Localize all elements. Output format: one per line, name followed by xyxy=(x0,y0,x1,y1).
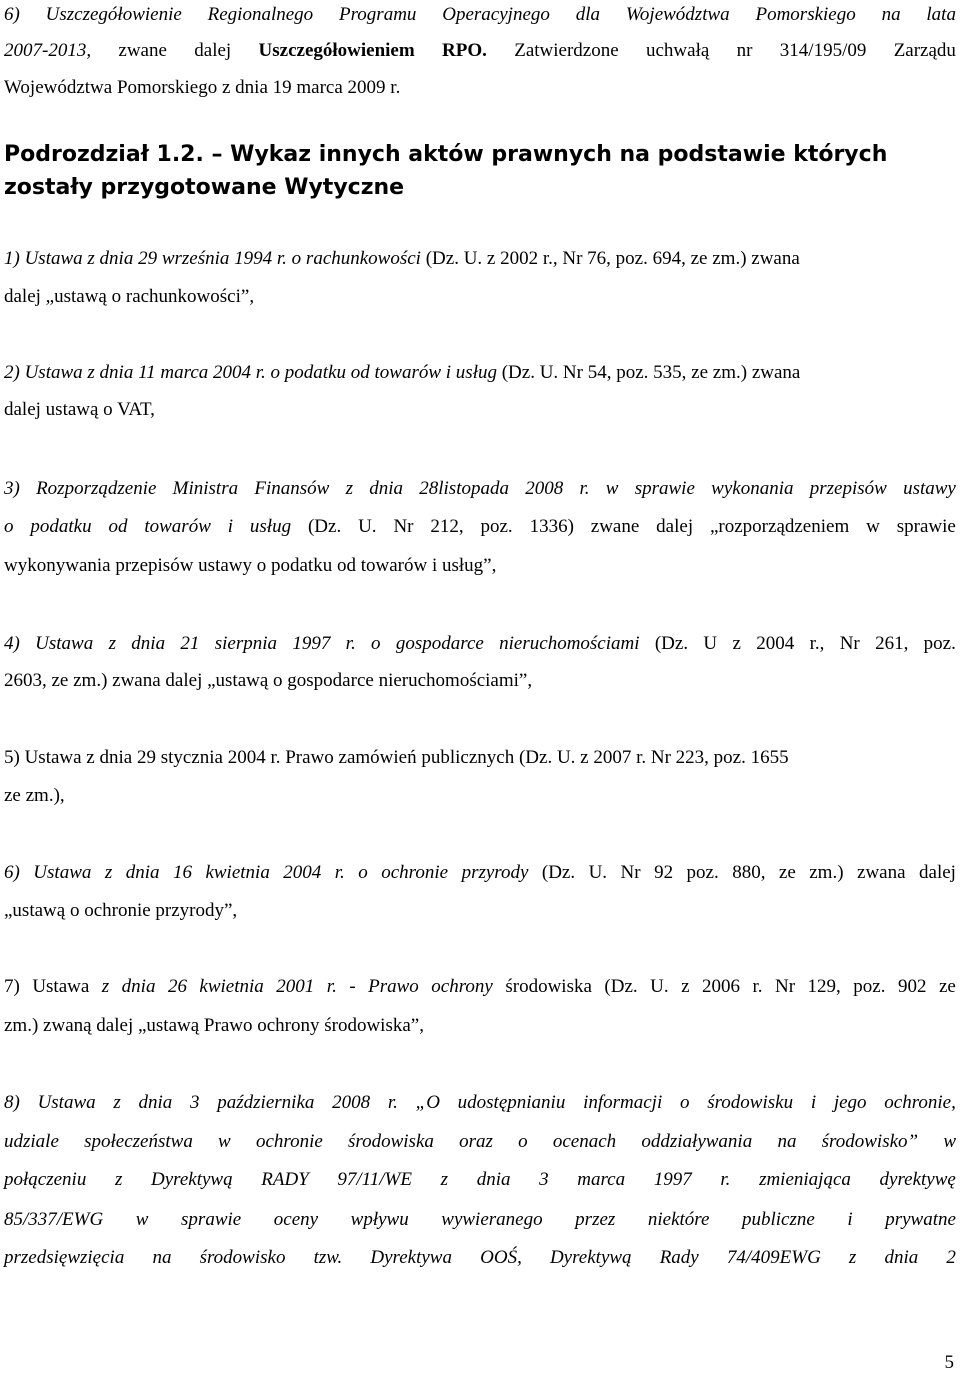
word: od xyxy=(108,516,128,537)
word: r. xyxy=(345,633,356,654)
word: udostępnianiu xyxy=(457,1092,566,1113)
word: dalej xyxy=(656,516,694,537)
list-item-3-line-1 xyxy=(4,478,956,500)
word: r. xyxy=(579,478,590,499)
word: z xyxy=(113,1092,121,1113)
word: wykonania xyxy=(711,478,794,499)
word: informacji xyxy=(583,1092,663,1113)
word: kwietnia xyxy=(205,862,270,883)
word: oceny xyxy=(273,1209,319,1230)
word: z xyxy=(108,633,116,654)
word: 2 xyxy=(946,1247,956,1268)
word: 16 xyxy=(172,862,192,883)
word: z xyxy=(104,862,113,883)
list-item-5-line-1: 5) Ustawa z dnia 29 stycznia 2004 r. Prawo zamówień publicznych (Dz. U. z 2007 r. Nr 223, poz. 1655 xyxy=(4,747,789,768)
word: 3) xyxy=(4,478,20,499)
word: i xyxy=(227,516,234,537)
word: Ustawa xyxy=(35,633,94,654)
word: na xyxy=(777,1131,797,1152)
word: ocenach xyxy=(552,1131,617,1152)
list-item-8-line-1 xyxy=(4,1092,956,1114)
word: 880, xyxy=(732,862,766,883)
word: Nr xyxy=(839,633,860,654)
word: dnia xyxy=(121,976,156,997)
word: o xyxy=(679,1092,690,1113)
word: lata xyxy=(926,4,956,25)
section-heading xyxy=(4,140,887,170)
word: dyrektywę xyxy=(879,1169,956,1190)
word: U. xyxy=(358,516,377,537)
word: wpływu xyxy=(350,1209,409,1230)
word: ochronie xyxy=(255,1131,323,1152)
word: „O xyxy=(415,1092,440,1113)
word: dnia xyxy=(125,862,160,883)
word: ze xyxy=(938,976,956,997)
word: 92 xyxy=(654,862,674,883)
word: 2004 xyxy=(756,633,795,654)
word: sierpnia xyxy=(214,633,278,654)
word: z xyxy=(681,976,690,997)
word: Nr xyxy=(775,976,796,997)
word: (Dz. xyxy=(307,516,342,537)
word: podatku xyxy=(30,516,92,537)
list-item-2-italic: 2) Ustawa z dnia 11 marca 2004 r. o podatku od towarów i usług xyxy=(4,362,497,383)
word: o xyxy=(358,862,368,883)
word: dalej xyxy=(919,862,956,883)
word: 6) xyxy=(4,862,20,883)
list-item-1-italic: 1) Ustawa z dnia 29 września 1994 r. o rachunkowości xyxy=(4,248,421,269)
word: jego xyxy=(833,1092,867,1113)
word: (Dz. xyxy=(541,862,576,883)
word: przedsięwzięcia xyxy=(4,1247,125,1268)
list-item-4-line-2: 2603, ze zm.) zwana dalej „ustawą o gospodarce nieruchomościami”, xyxy=(4,670,533,691)
word: r. xyxy=(326,976,337,997)
word: przepisów xyxy=(809,478,887,499)
word: z xyxy=(114,1169,123,1190)
word: U. xyxy=(650,976,669,997)
word: Dyrektywa xyxy=(370,1247,452,1268)
word: 4) xyxy=(4,633,20,654)
word: gospodarce xyxy=(395,633,484,654)
word: oddziaływania xyxy=(641,1131,753,1152)
list-item-1-plain: (Dz. U. z 2002 r., Nr 76, poz. 694, ze zm.) zwana xyxy=(425,248,800,269)
word: Dyrektywą xyxy=(151,1169,233,1190)
list-item-6-line-2: „ustawą o ochronie przyrody”, xyxy=(4,900,238,921)
word: 261, xyxy=(875,633,909,654)
word: w xyxy=(866,516,880,537)
word: 2008 xyxy=(525,478,564,499)
word: 314/195/09 xyxy=(779,40,867,61)
word: zwane xyxy=(590,516,640,537)
word: oraz xyxy=(459,1131,493,1152)
word: 6) xyxy=(4,4,20,25)
word: zwane xyxy=(118,40,167,61)
word: Ustawa xyxy=(32,976,90,997)
word: 28listopada xyxy=(419,478,509,499)
word: na xyxy=(881,4,901,25)
word: 85/337/EWG xyxy=(4,1209,104,1230)
word: 902 xyxy=(897,976,927,997)
word: Nr xyxy=(620,862,641,883)
word: o xyxy=(4,516,14,537)
word: 129, xyxy=(807,976,841,997)
word: OOŚ, xyxy=(480,1247,522,1268)
word: sprawie xyxy=(634,478,695,499)
word: października xyxy=(217,1092,315,1113)
list-item-5-line-2: ze zm.), xyxy=(4,785,65,806)
word: połączeniu xyxy=(4,1169,87,1190)
word: poz. xyxy=(923,633,956,654)
word: 2004 xyxy=(283,862,322,883)
word: 2007-2013, xyxy=(4,40,92,61)
section-heading-prefix: Podrozdział 1.2. xyxy=(4,142,204,167)
word: r. xyxy=(387,1092,398,1113)
word: marca xyxy=(577,1169,626,1190)
word: na xyxy=(152,1247,172,1268)
word: Uszczegółowieniem xyxy=(258,40,415,61)
word: w xyxy=(943,1131,956,1152)
word: w xyxy=(135,1209,149,1230)
word: o xyxy=(371,633,381,654)
section-heading-line-2: zostały przygotowane Wytyczne xyxy=(4,175,405,200)
intro-line-2 xyxy=(4,40,956,62)
word: 3 xyxy=(190,1092,200,1113)
word: 2001 xyxy=(276,976,315,997)
word: kwietnia xyxy=(199,976,264,997)
word: 8) xyxy=(4,1092,20,1113)
list-item-2-plain: (Dz. U. Nr 54, poz. 535, ze zm.) zwana xyxy=(501,362,801,383)
word: - xyxy=(349,976,356,997)
word: ochronie xyxy=(381,862,449,883)
word: RPO. xyxy=(442,40,487,61)
word: nieruchomościami xyxy=(499,633,640,654)
word: Ustawa xyxy=(33,862,92,883)
word: towarów xyxy=(144,516,211,537)
word: Finansów xyxy=(254,478,330,499)
word: r. xyxy=(752,976,763,997)
word: U. xyxy=(588,862,608,883)
word: z xyxy=(732,633,741,654)
word: 97/11/WE xyxy=(337,1169,412,1190)
word: poz. xyxy=(480,516,513,537)
word: usług xyxy=(249,516,292,537)
word: uchwałą xyxy=(646,40,710,61)
word: Uszczegółowienie xyxy=(45,4,182,25)
list-item-6-line-1 xyxy=(4,862,956,884)
word: zwana xyxy=(857,862,906,883)
word: Regionalnego xyxy=(207,4,314,25)
word: w xyxy=(218,1131,231,1152)
word: dnia xyxy=(138,1092,173,1113)
word: 74/409EWG xyxy=(726,1247,821,1268)
word: dnia xyxy=(884,1247,919,1268)
word: RADY xyxy=(261,1169,309,1190)
word: 7) xyxy=(4,976,20,997)
word: środowisku xyxy=(707,1092,794,1113)
list-item-8-line-3 xyxy=(4,1169,956,1191)
word: dnia xyxy=(131,633,166,654)
word: Pomorskiego xyxy=(755,4,856,25)
word: wywieranego xyxy=(441,1209,543,1230)
word: nr xyxy=(736,40,753,61)
word: r. xyxy=(334,862,345,883)
page-number: 5 xyxy=(944,1352,954,1373)
list-item-1-line-2: dalej „ustawą o rachunkowości”, xyxy=(4,286,255,307)
word: Województwa xyxy=(625,4,730,25)
word: środowiska xyxy=(348,1131,434,1152)
word: dla xyxy=(575,4,600,25)
list-item-2-line-2: dalej ustawą o VAT, xyxy=(4,399,155,420)
word: z xyxy=(848,1247,857,1268)
word: i xyxy=(810,1092,817,1113)
word: 2008 xyxy=(332,1092,371,1113)
list-item-4-line-1 xyxy=(4,633,956,655)
list-item-1-line-1 xyxy=(4,248,800,270)
word: 1997 xyxy=(292,633,331,654)
word: środowisko xyxy=(199,1247,286,1268)
list-item-3-line-3: wykonywania przepisów ustawy o podatku od towarów i usług”, xyxy=(4,555,497,576)
word: z xyxy=(345,478,353,499)
word: 1997 xyxy=(653,1169,692,1190)
word: 3 xyxy=(539,1169,549,1190)
word: sprawie xyxy=(181,1209,242,1230)
word: poz. xyxy=(853,976,886,997)
section-heading-title: – Wykaz innych aktów prawnych na podstawie których xyxy=(203,142,888,167)
word: 26 xyxy=(167,976,187,997)
word: 21 xyxy=(180,633,200,654)
word: sprawie xyxy=(896,516,956,537)
word: U xyxy=(703,633,718,654)
word: ze xyxy=(778,862,796,883)
word: Zarządu xyxy=(893,40,956,61)
word: dnia xyxy=(476,1169,511,1190)
intro-line-3: Województwa Pomorskiego z dnia 19 marca 2009 r. xyxy=(4,77,401,98)
word: publiczne xyxy=(741,1209,815,1230)
word: (Dz. xyxy=(654,633,689,654)
word: r., xyxy=(809,633,825,654)
word: ochronie, xyxy=(884,1092,956,1113)
word: ustawy xyxy=(903,478,956,499)
word: przyrody xyxy=(461,862,529,883)
word: przez xyxy=(575,1209,616,1230)
word: Dyrektywą xyxy=(549,1247,632,1268)
word: (Dz. xyxy=(604,976,638,997)
word: Zatwierdzone xyxy=(514,40,619,61)
list-item-8-line-4 xyxy=(4,1209,956,1231)
list-item-8-line-2 xyxy=(4,1131,956,1153)
word: poz. xyxy=(686,862,719,883)
list-item-7-line-1 xyxy=(4,976,956,998)
word: środowisko” xyxy=(821,1131,919,1152)
word: Rozporządzenie xyxy=(36,478,157,499)
word: zm.) xyxy=(809,862,844,883)
word: Prawo xyxy=(368,976,419,997)
word: Rady xyxy=(659,1247,699,1268)
word: Nr xyxy=(393,516,414,537)
word: 1336) xyxy=(529,516,574,537)
intro-line-1 xyxy=(4,4,956,26)
word: zmieniająca xyxy=(759,1169,851,1190)
word: społeczeństwa xyxy=(84,1131,193,1152)
word: niektóre xyxy=(647,1209,710,1230)
list-item-8-line-5 xyxy=(4,1247,956,1269)
word: udziale xyxy=(4,1131,59,1152)
word: dalej xyxy=(194,40,232,61)
word: 2006 xyxy=(702,976,740,997)
word: Ustawa xyxy=(37,1092,96,1113)
word: z xyxy=(101,976,110,997)
list-item-7-line-2: zm.) zwaną dalej „ustawą Prawo ochrony środowiska”, xyxy=(4,1015,424,1036)
word: 212, xyxy=(430,516,464,537)
word: ochrony xyxy=(431,976,493,997)
list-item-2-line-1 xyxy=(4,362,800,384)
word: dnia xyxy=(369,478,403,499)
word: prywatne xyxy=(885,1209,956,1230)
word: Operacyjnego xyxy=(442,4,550,25)
word: w xyxy=(605,478,619,499)
word: środowiska xyxy=(505,976,592,997)
word: tzw. xyxy=(313,1247,343,1268)
word: r. xyxy=(720,1169,731,1190)
list-item-3-line-2 xyxy=(4,516,956,538)
word: z xyxy=(440,1169,449,1190)
word: Ministra xyxy=(172,478,239,499)
word: o xyxy=(518,1131,528,1152)
word: i xyxy=(847,1209,853,1230)
word: Programu xyxy=(339,4,417,25)
word: „rozporządzeniem xyxy=(709,516,850,537)
